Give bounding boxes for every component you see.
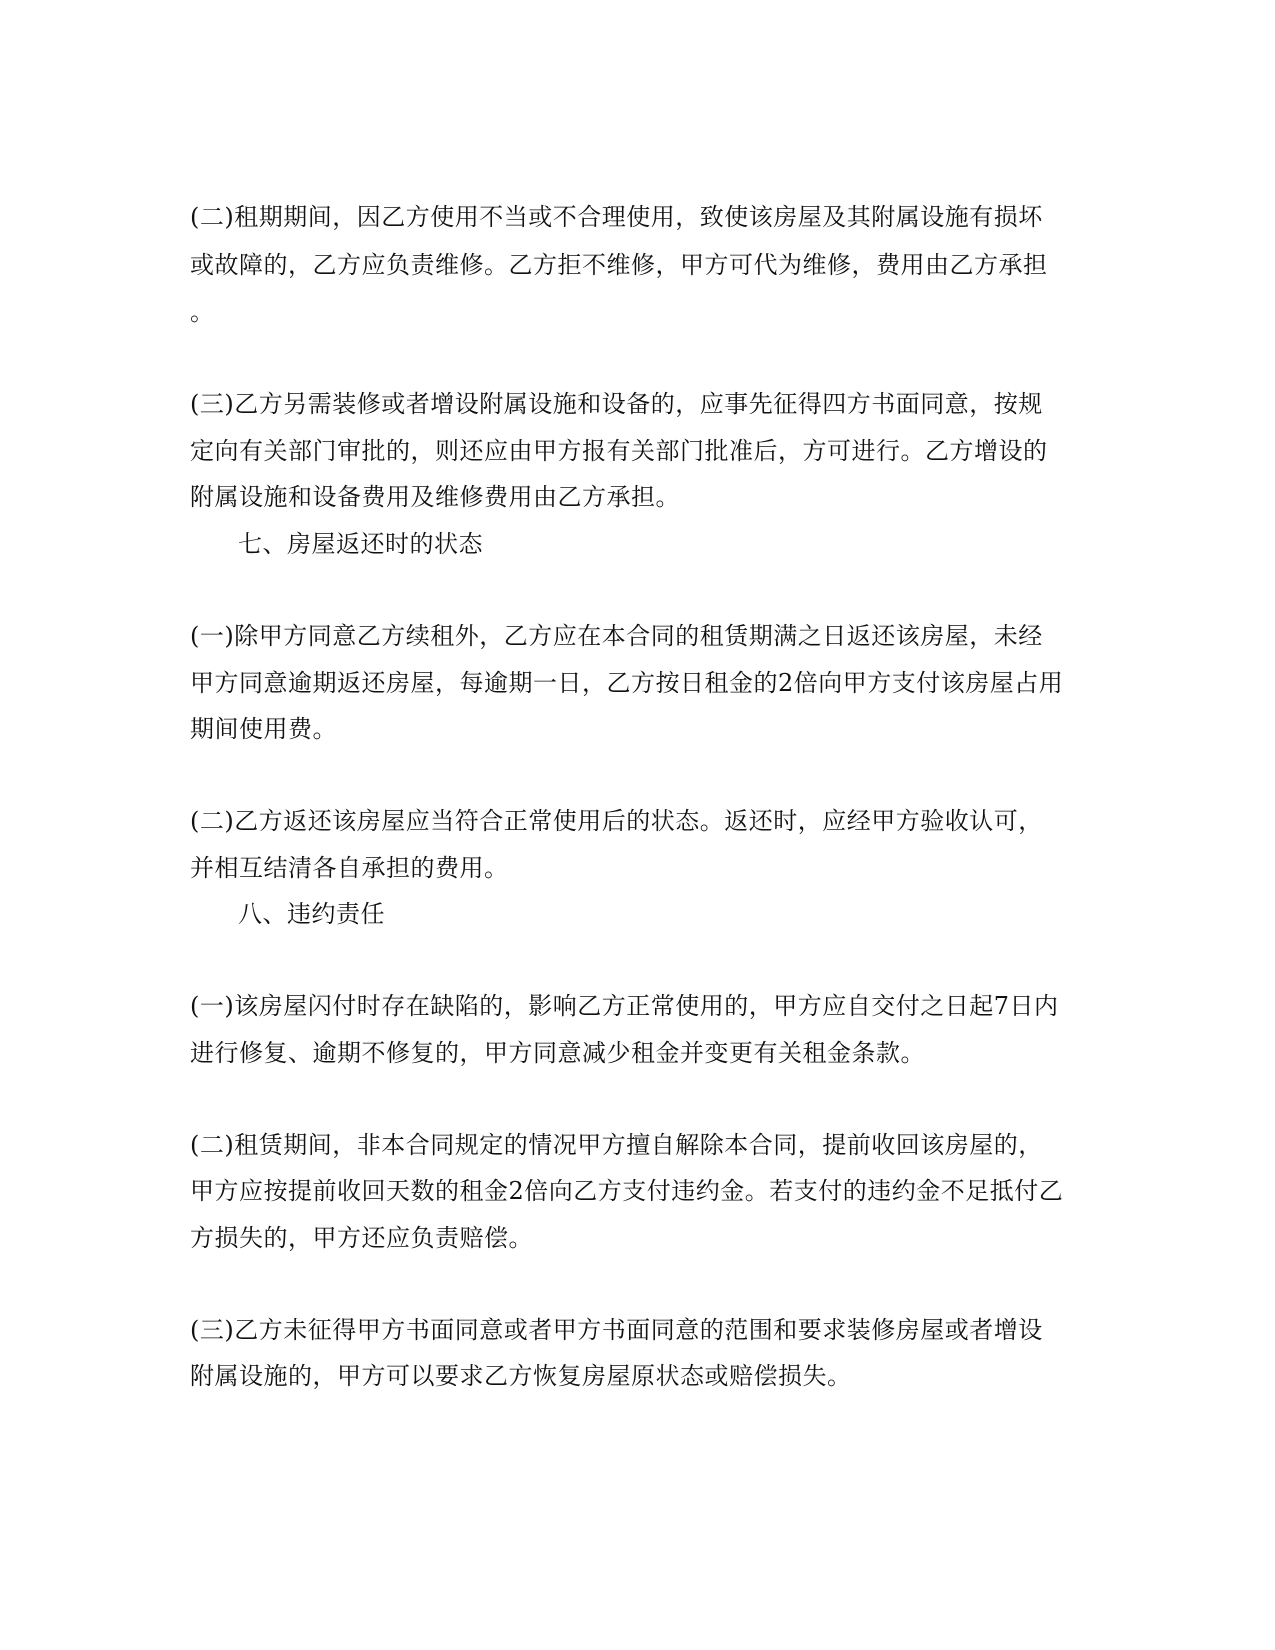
section-8-heading: 八、违约责任 <box>238 900 385 928</box>
clause-6-2-line-1: (二)租期期间，因乙方使用不当或不合理使用，致使该房屋及其附属设施有损坏 <box>190 203 1043 231</box>
clause-6-3-line-3: 附属设施和设备费用及维修费用由乙方承担。 <box>190 483 680 511</box>
clause-6-2-line-2: 或故障的，乙方应负责维修。乙方拒不维修，甲方可代为维修，费用由乙方承担 <box>190 251 1048 279</box>
clause-6-3-line-2: 定向有关部门审批的，则还应由甲方报有关部门批准后，方可进行。乙方增设的 <box>190 437 1048 465</box>
clause-8-2-line-2: 甲方应按提前收回天数的租金2倍向乙方支付违约金。若支付的违约金不足抵付乙 <box>190 1177 1064 1205</box>
clause-8-2-line-3: 方损失的，甲方还应负责赔偿。 <box>190 1224 533 1252</box>
clause-6-3-line-1: (三)乙方另需装修或者增设附属设施和设备的，应事先征得四方书面同意，按规 <box>190 390 1043 418</box>
section-7-heading: 七、房屋返还时的状态 <box>238 530 483 558</box>
clause-7-1-line-2: 甲方同意逾期返还房屋，每逾期一日，乙方按日租金的2倍向甲方支付该房屋占用 <box>190 669 1064 697</box>
clause-8-3-line-2: 附属设施的，甲方可以要求乙方恢复房屋原状态或赔偿损失。 <box>190 1362 852 1390</box>
clause-7-2-line-2: 并相互结清各自承担的费用。 <box>190 854 509 882</box>
clause-7-1-line-1: (一)除甲方同意乙方续租外，乙方应在本合同的租赁期满之日返还该房屋，未经 <box>190 622 1043 650</box>
clause-8-1-line-2: 进行修复、逾期不修复的，甲方同意减少租金并变更有关租金条款。 <box>190 1039 925 1067</box>
clause-7-1-line-3: 期间使用费。 <box>190 715 337 743</box>
clause-8-3-line-1: (三)乙方未征得甲方书面同意或者甲方书面同意的范围和要求装修房屋或者增设 <box>190 1316 1043 1344</box>
clause-8-2-line-1: (二)租赁期间，非本合同规定的情况甲方擅自解除本合同，提前收回该房屋的， <box>190 1131 1043 1159</box>
clause-8-1-line-1: (一)该房屋闪付时存在缺陷的，影响乙方正常使用的，甲方应自交付之日起7日内 <box>190 992 1059 1020</box>
clause-6-2-line-3: 。 <box>190 298 215 326</box>
clause-7-2-line-1: (二)乙方返还该房屋应当符合正常使用后的状态。返还时，应经甲方验收认可， <box>190 807 1043 835</box>
